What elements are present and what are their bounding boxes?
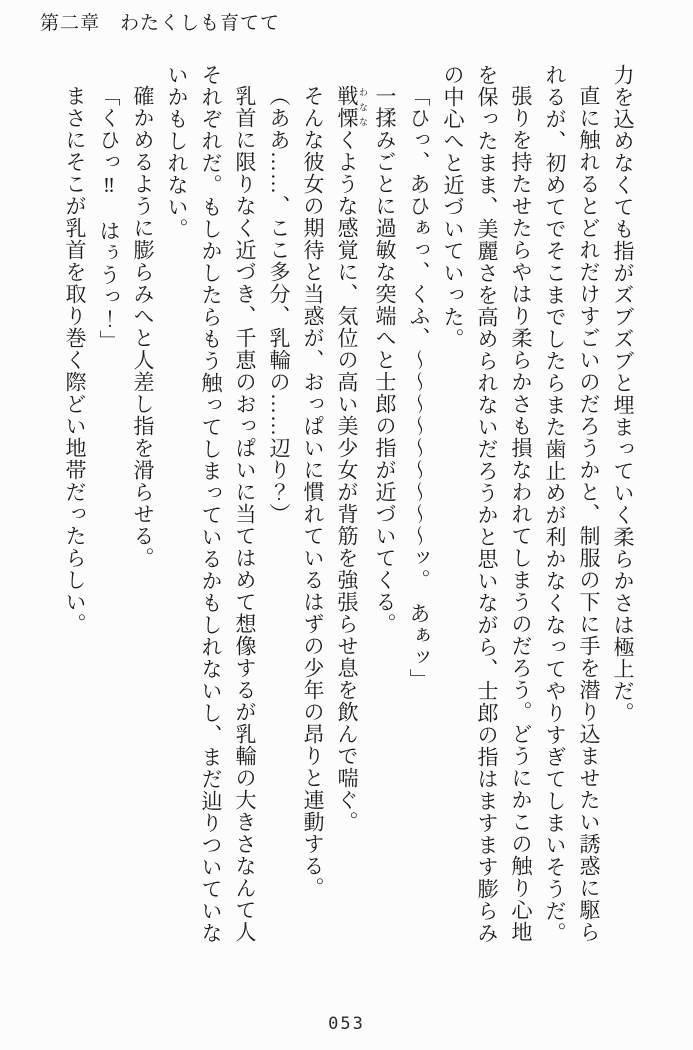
paragraph: そんな彼女の期待と当惑が、おっぱいに慣れているはずの少年の昂りと連動する。 — [301, 85, 325, 899]
paragraph: 確かめるように膨らみへと人差し指を滑らせる。 — [131, 85, 155, 569]
paragraph: 力を込めなくても指がズブズブと埋まっていく柔らかさは極上だ。 — [611, 64, 635, 724]
paragraph: 戦慄 わななくような感覚に、気位の高い美少女が背筋を強張らせ息を飲んで喘ぐ。 — [335, 85, 368, 833]
paragraph: 一揉みごとに過敏な突端へと士郎の指が近づいてくる。 — [373, 85, 397, 635]
paragraph: 直に触れるとどれだけすごいのだろうかと、制服の下に手を潜り込ませたい誘惑に駆られるが、初めてでそこまでしたらまた歯止めが利かなくなってやりすぎてしまいそうだ。 — [543, 64, 601, 944]
paragraph: （ああ……、ここ多分、乳輪の……辺り？） — [267, 85, 291, 525]
paragraph: 「ひっ、あひぁっ、くふ、～～～～～～～～～ッ。 あぁッ」 — [407, 85, 431, 691]
ruby-annotation: 戦慄 わなな — [335, 85, 368, 129]
paragraph: まさにそこが乳首を取り巻く際どい地帯だったらしい。 — [63, 85, 87, 635]
chapter-header: 第二章 わたくしも育てて — [40, 13, 281, 34]
body-text — [62, 64, 640, 948]
paragraph: 乳首に限りなく近づき、千恵のおっぱいに当てはめて想像するが乳輪の大きさなんて人それぞれだ。もしかしたらもう触ってしまっているかもしれないし、まだ辿りついていないかもしれない。 — [165, 64, 257, 944]
paragraph: 張りを持たせたらやはり柔らかさも損なわれてしまうのだろう。どうにかこの触り心地を保ったまま、美麗さを高められないだろうかと思いながら、士郎の指はますます膨らみの中心へと近づいていった。 — [441, 64, 533, 944]
page-number: 053 — [328, 1014, 365, 1034]
paragraph: 「くひっ‼ はぅうっ！」 — [97, 85, 121, 352]
